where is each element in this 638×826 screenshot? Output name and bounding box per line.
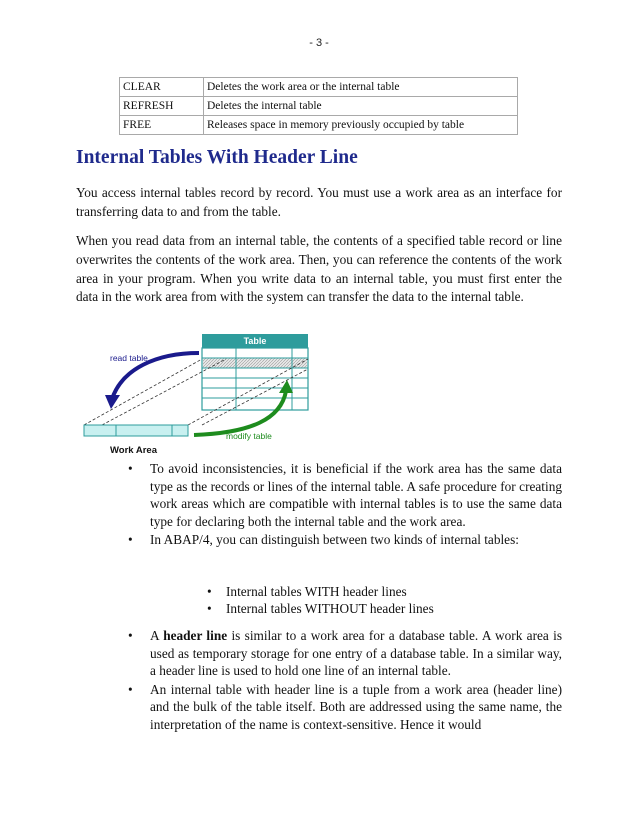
work-area-label: Work Area: [110, 445, 157, 456]
work-area-graphic: [84, 425, 188, 436]
command-name: REFRESH: [120, 97, 204, 116]
list-item: • Internal tables WITH header lines: [207, 584, 407, 599]
bullet-list-intro: [128, 460, 562, 549]
table-label: Table: [243, 336, 267, 346]
bullet-glyph: •: [128, 681, 133, 697]
command-table: [119, 77, 518, 135]
bullet-glyph: •: [207, 584, 212, 599]
bullet-list-table-kinds: [207, 583, 434, 618]
list-item: • Internal tables WITHOUT header lines: [207, 601, 434, 617]
bullet-list-header-line: [128, 627, 562, 734]
table-row: [120, 116, 518, 135]
bullet-glyph: •: [128, 628, 133, 643]
work-area-diagram: [76, 329, 316, 457]
paragraph-intro: You access internal tables record by record. You must use a work area as an interface for transferring data to and from the table.: [76, 185, 562, 219]
command-description: Deletes the work area or the internal table: [204, 78, 518, 97]
bullet-glyph: •: [128, 532, 133, 548]
section-title: Internal Tables With Header Line: [76, 147, 358, 168]
list-item: • In ABAP/4, you can distinguish between two kinds of internal tables:: [128, 532, 519, 548]
list-item: • An internal table with header line is a tuple from a work area (header line) and the bulk of the table itself. Both are addressed using the same name, the interpretation of the name is context-sensitive. Hence it would: [128, 681, 562, 732]
modify-table-label: modify table: [226, 431, 272, 441]
command-description: Deletes the internal table: [204, 97, 518, 116]
internal-table-graphic: [202, 334, 308, 410]
read-table-label: read table: [110, 353, 148, 363]
list-item: • To avoid inconsistencies, it is beneficial if the work area has the same data type as the records or lines of the internal table. A safe procedure for creating work areas which are compatible with internal tables is to use the same data type for declaring both the internal table and the work area.: [128, 461, 562, 529]
command-name: FREE: [120, 116, 204, 135]
paragraph-read-write: When you read data from an internal table, the contents of a specified table record or line overwrites the contents of the work area. Then, you can reference the contents of the work area in your program. When you write data to an internal table, you must first enter the data in the work area from with the system can transfer the data to the internal table.: [76, 233, 562, 305]
command-name: CLEAR: [120, 78, 204, 97]
table-row: [120, 97, 518, 116]
bullet-glyph: •: [207, 601, 212, 617]
list-item: • A header line is similar to a work area for a database table. A work area is used as temporary storage for one entry of a database table. In a similar way, a header line is used to hold one line of an internal table.: [128, 628, 562, 679]
page-number: - 3 -: [309, 37, 329, 49]
command-description: Releases space in memory previously occupied by table: [204, 116, 518, 135]
table-row: [120, 78, 518, 97]
bullet-glyph: •: [128, 461, 133, 476]
header-line-term: header line: [163, 628, 228, 643]
